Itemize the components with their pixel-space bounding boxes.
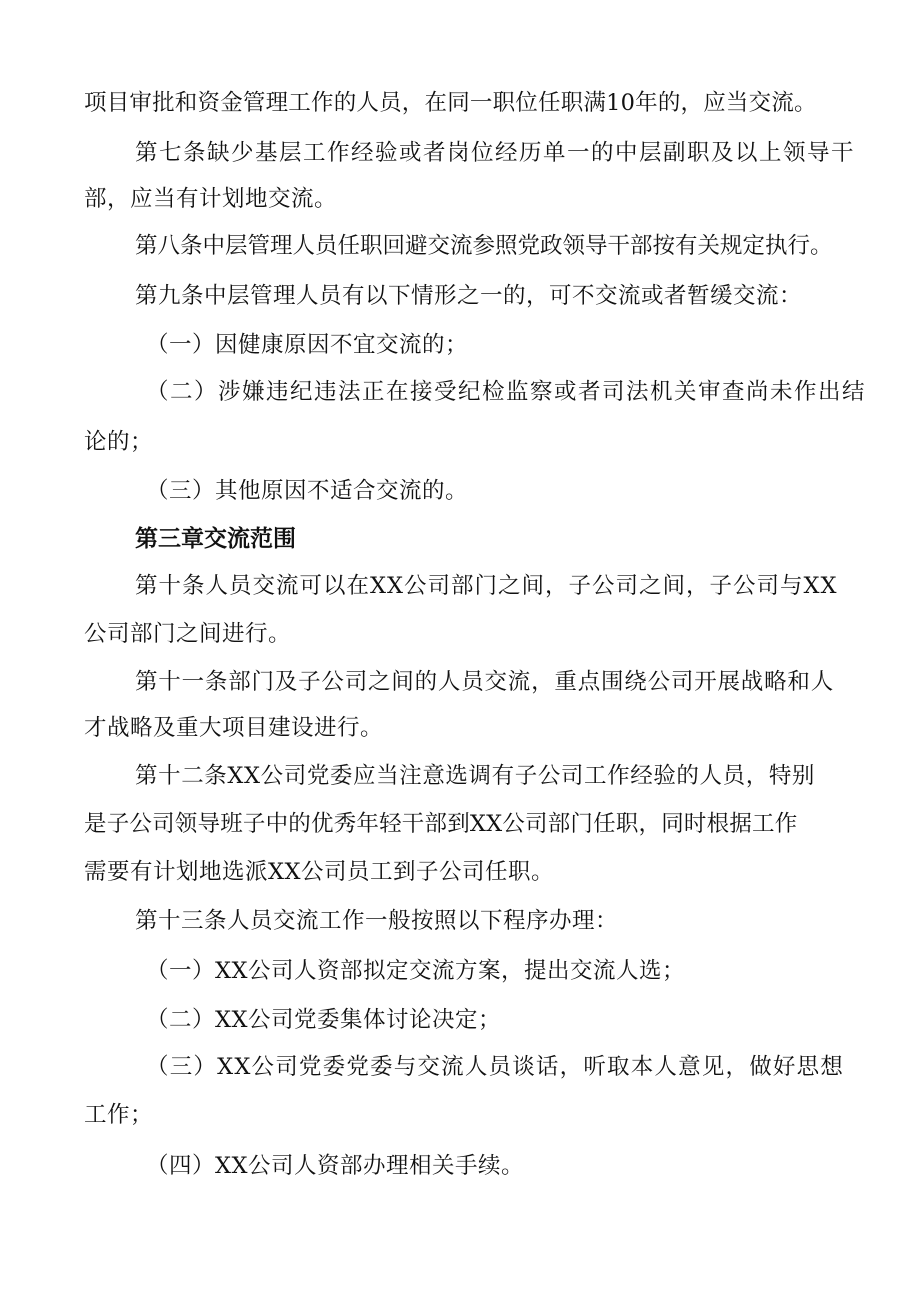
article-10-line-2: 公司部门之间进行。 — [84, 621, 292, 647]
list-item-1: （一）因健康原因不宜交流的； — [146, 332, 469, 358]
article-7-line-1: 第七条缺少基层工作经验或者岗位经历单一的中层副职及以上领导干 — [135, 140, 856, 166]
procedure-item-3-line-1: （三）XX公司党委党委与交流人员谈话，听取本人意见，做好思想 — [146, 1054, 845, 1080]
article-11-line-1: 第十一条部门及子公司之间的人员交流，重点围绕公司开展战略和人 — [135, 669, 835, 695]
list-item-3: （三）其他原因不适合交流的。 — [146, 478, 469, 504]
procedure-item-3-line-2: 工作； — [84, 1102, 154, 1128]
article-12-line-2: 是子公司领导班子中的优秀年轻干部到XX公司部门任职，同时根据工作 — [84, 811, 798, 837]
article-13-line: 第十三条人员交流工作一般按照以下程序办理： — [135, 908, 619, 934]
procedure-item-2: （二）XX公司党委集体讨论决定； — [146, 1007, 502, 1033]
procedure-item-1: （一）XX公司人资部拟定交流方案，提出交流人选； — [146, 958, 686, 984]
article-7-line-2: 部，应当有计划地交流。 — [84, 186, 338, 212]
list-item-2-line-1: （二）涉嫌违纪违法正在接受纪检监察或者司法机关审查尚未作出结 — [146, 379, 867, 405]
procedure-item-4: （四）XX公司人资部办理相关手续。 — [146, 1153, 525, 1179]
article-12-line-1: 第十二条XX公司党委应当注意选调有子公司工作经验的人员，特别 — [135, 763, 816, 789]
article-8-line: 第八条中层管理人员任职回避交流参照党政领导干部按有关规定执行。 — [135, 233, 833, 259]
article-11-line-2: 才战略及重大项目建设进行。 — [84, 715, 384, 741]
article-9-line: 第九条中层管理人员有以下情形之一的，可不交流或者暂缓交流： — [135, 283, 803, 309]
article-12-line-3: 需要有计划地选派XX公司员工到子公司任职。 — [84, 859, 555, 885]
article-10-line-1: 第十条人员交流可以在XX公司部门之间，子公司之间，子公司与XX — [135, 573, 838, 599]
text-line: 项目审批和资金管理工作的人员，在同一职位任职满10年的，应当交流。 — [84, 90, 817, 116]
list-item-2-line-2: 论的； — [84, 429, 154, 455]
chapter-heading: 第三章交流范围 — [135, 526, 296, 552]
